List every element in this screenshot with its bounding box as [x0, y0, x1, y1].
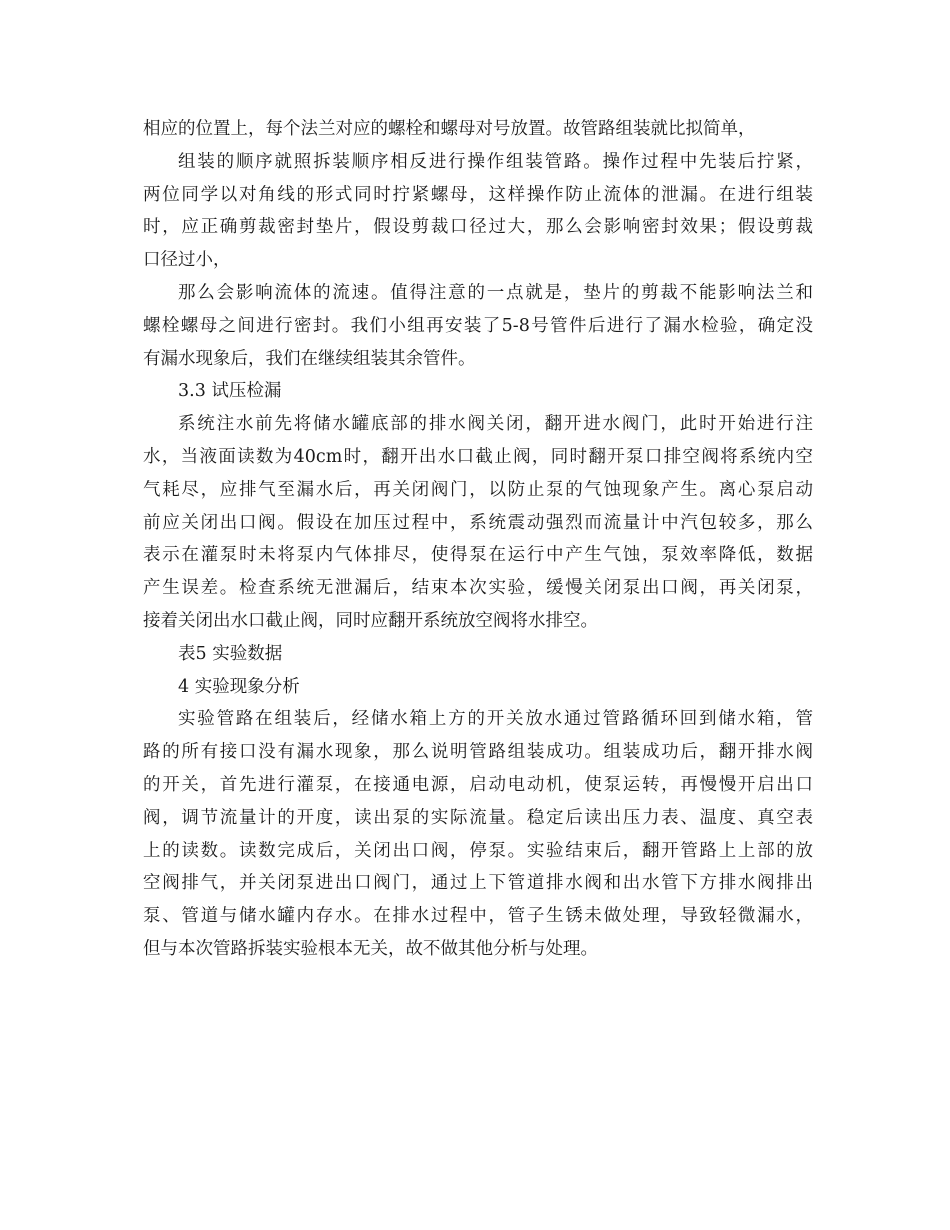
text-line: 上的读数。读数完成后，关闭出口阀，停泵。实验结束后，翻开管路上上部的放	[143, 840, 813, 861]
text-line: 口径过小，	[143, 250, 231, 271]
text-line: 的开关，首先进行灌泵，在接通电源，启动电动机，使泵运转，再慢慢开启出口	[143, 774, 813, 795]
text-line: 但与本次管路拆装实验根本无关，故不做其他分析与处理。	[143, 938, 598, 959]
text-line: 表示在灌泵时未将泵内气体排尽，使得泵在运行中产生气蚀，泵效率降低，数据	[143, 545, 813, 566]
text-line: 空阀排气，并关闭泵进出口阀门，通过上下管道排水阀和出水管下方排水阀排出	[143, 873, 813, 894]
text-line: 阀，调节流量计的开度，读出泵的实际流量。稳定后读出压力表、温度、真空表	[143, 807, 813, 828]
text-line: 气耗尽，应排气至漏水后，再关闭阀门，以防止泵的气蚀现象产生。离心泵启动	[143, 479, 813, 500]
table-caption: 表5 实验数据	[178, 643, 283, 664]
text-line: 有漏水现象后，我们在继续组装其余管件。	[143, 348, 476, 369]
text-line: 螺栓螺母之间进行密封。我们小组再安装了5-8号管件后进行了漏水检验，确定没	[143, 315, 813, 336]
text-line: 接着关闭出水口截止阀，同时应翻开系统放空阀将水排空。	[143, 610, 598, 631]
document-body	[143, 113, 813, 966]
text-line: 水，当液面读数为40cm时，翻开出水口截止阀，同时翻开泵口排空阀将系统内空	[143, 446, 813, 467]
text-line: 相应的位置上，每个法兰对应的螺栓和螺母对号放置。故管路组装就比拟简单，	[143, 119, 756, 139]
text-line: 那么会影响流体的流速。值得注意的一点就是，垫片的剪裁不能影响法兰和	[178, 282, 813, 303]
section-heading: 3.3 试压检漏	[178, 381, 282, 402]
text-line: 实验管路在组装后，经储水箱上方的开关放水通过管路循环回到储水箱，管	[178, 709, 813, 730]
text-line: 系统注水前先将储水罐底部的排水阀关闭，翻开进水阀门，此时开始进行注	[178, 414, 813, 435]
text-line: 泵、管道与储水罐内存水。在排水过程中，管子生锈未做处理，导致轻微漏水，	[143, 906, 813, 927]
text-line: 组装的顺序就照拆装顺序相反进行操作组装管路。操作过程中先装后拧紧，	[178, 151, 813, 172]
text-line: 两位同学以对角线的形式同时拧紧螺母，这样操作防止流体的泄漏。在进行组装	[143, 184, 813, 205]
text-line: 前应关闭出口阀。假设在加压过程中，系统震动强烈而流量计中汽包较多，那么	[143, 512, 813, 533]
text-line: 产生误差。检查系统无泄漏后，结束本次实验，缓慢关闭泵出口阀，再关闭泵，	[143, 578, 813, 599]
text-line: 路的所有接口没有漏水现象，那么说明管路组装成功。组装成功后，翻开排水阀	[143, 742, 813, 763]
text-line: 时，应正确剪裁密封垫片，假设剪裁口径过大，那么会影响密封效果；假设剪裁	[143, 217, 813, 238]
section-heading: 4 实验现象分析	[178, 676, 300, 697]
